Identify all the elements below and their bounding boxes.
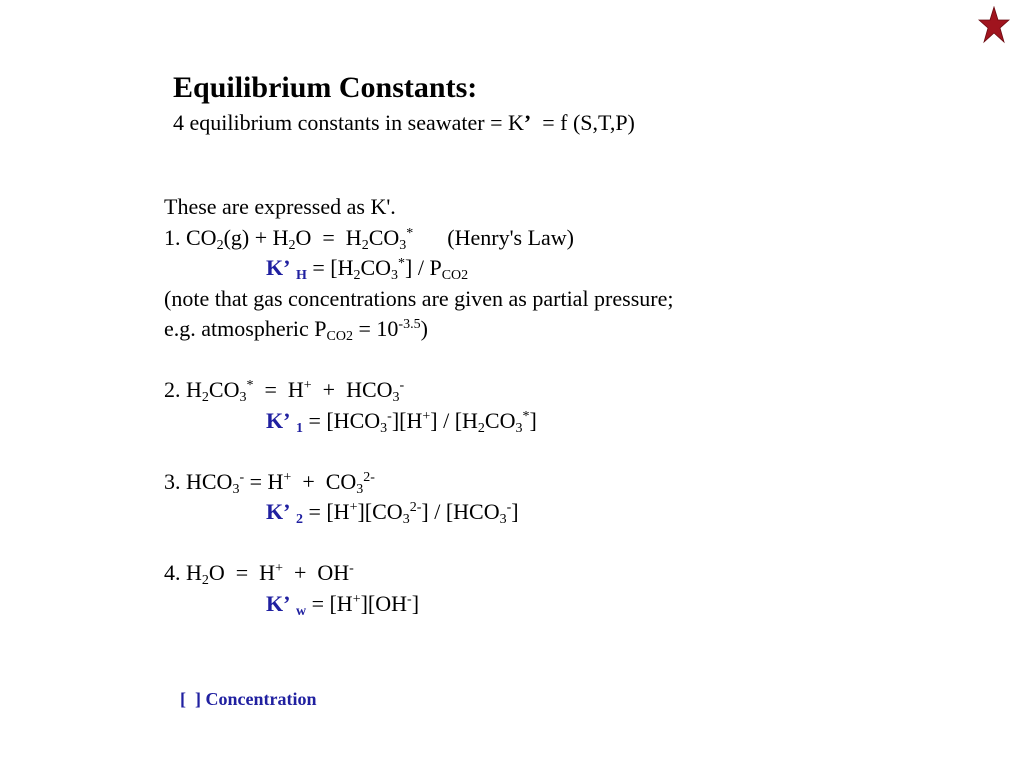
star-icon — [978, 6, 1010, 44]
intro-line: These are expressed as K'. — [164, 194, 396, 219]
equation-1: 1. $CO_2(g) + H_2O = H_2CO_3^*$ (Henry's Law) — [164, 224, 575, 253]
note-line-1: (note that gas concentrations are given as partial pressure; — [164, 285, 674, 311]
constant-k-w: K’ $_w$ = [H+][OH-] — [266, 590, 420, 619]
page-title: Equilibrium Constants: — [173, 71, 478, 104]
equation-3: 3. $HCO_3^- = H^+ + CO_3^{2-}$ — [164, 468, 375, 497]
equation-list — [164, 192, 673, 619]
equation-2: 2. $H_2CO_3^* = H^+ + HCO_3^-$ — [164, 377, 405, 405]
constant-k-h: K’ $_H = [H_2CO_3^*] / P_{CO2}$ — [266, 255, 469, 283]
equation-4: 4. $H_2O = H^+ + OH^-$ — [164, 560, 354, 588]
subtitle: 4 equilibrium constants in seawater = K’ = f (S,T,P) — [173, 110, 635, 135]
concentration-legend: [ ] Concentration — [180, 689, 317, 709]
note-line-2: e.g. atmospheric $P_{CO2} = 10^{-3.5}$) — [164, 316, 428, 344]
constant-k-2: K’ $_2 = [H^+][CO_3^{2-}] / [HCO_3^-]$ — [266, 499, 519, 527]
constant-k-1: K’ $_1 = [HCO_3^-][H^+] / [H_2CO_3^*]$ — [266, 407, 537, 436]
